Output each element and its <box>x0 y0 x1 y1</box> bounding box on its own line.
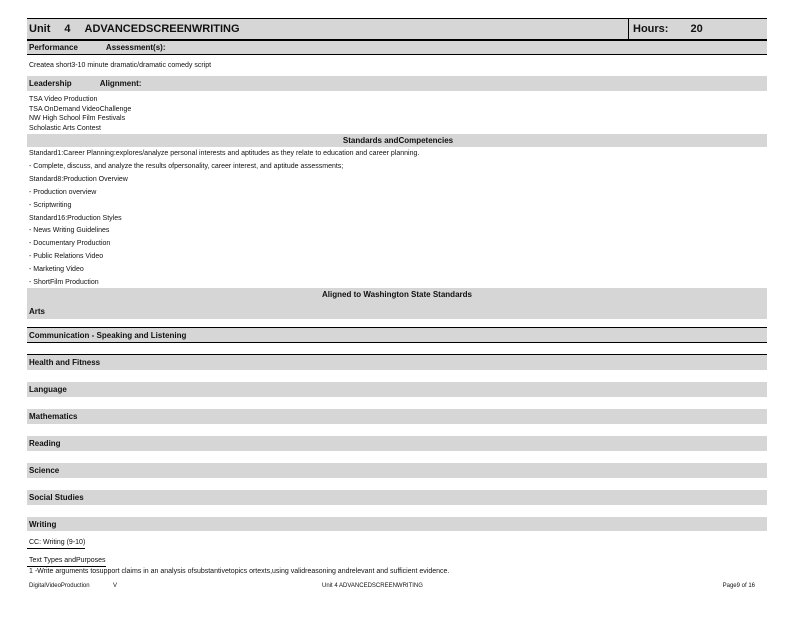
communication-header: Communication - Speaking and Listening <box>27 327 767 343</box>
hours-value: 20 <box>690 23 703 35</box>
standards-line: - ShortFilm Production <box>29 279 99 287</box>
document-page <box>27 18 767 577</box>
leadership-line: TSA Video Production <box>29 96 98 103</box>
standards-line: Standard1:Career Planning:explores/analyze personal interests and aptitudes as they relate to education and career planning. <box>29 150 420 157</box>
health-header: Health and Fitness <box>27 354 767 370</box>
leadership-line: NW High School Film Festivals <box>29 115 126 122</box>
leadership-label: Leadership <box>29 79 72 88</box>
social-studies-header: Social Studies <box>27 490 767 505</box>
alignment-label: Alignment: <box>99 79 142 88</box>
writing-item: 1 -Write arguments tosupport claims in an analysis ofsubstantivetopics ortexts,using validreasoning andrelevant and sufficient evidence. <box>29 568 450 575</box>
standards-line: - News Writing Guidelines <box>29 227 110 235</box>
cc-writing-label: CC: Writing (9-10) <box>27 538 85 549</box>
unit-label: Unit <box>29 23 51 35</box>
unit-number: 4 <box>64 23 71 35</box>
leadership-line: Scholastic Arts Contest <box>29 124 101 132</box>
standards-line: - Complete, discuss, and analyze the results ofpersonality, career interest, and aptitude assessments; <box>29 162 344 170</box>
standards-line: - Marketing Video <box>29 266 84 274</box>
reading-header: Reading <box>27 436 767 451</box>
unit-title-cell <box>27 19 628 39</box>
performance-header <box>27 40 767 54</box>
footer-unit: Unit 4 ADVANCEDSCREENWRITING <box>322 583 423 589</box>
hours-label: Hours: <box>633 23 669 35</box>
hours-cell <box>628 19 767 39</box>
text-types-label: Text Types andPurposes <box>27 556 106 567</box>
science-header: Science <box>27 463 767 478</box>
standards-line: Standard8:Production Overview <box>29 175 128 183</box>
footer-version: V <box>113 583 118 589</box>
leadership-header <box>27 76 767 91</box>
standards-line: - Documentary Production <box>29 240 111 248</box>
arts-label: Arts <box>29 307 46 316</box>
footer-course: DigitalVideoProduction <box>29 583 90 589</box>
writing-header: Writing <box>27 517 767 531</box>
standards-line: Standard16:Production Styles <box>29 214 122 222</box>
unit-header <box>27 18 767 40</box>
mathematics-header: Mathematics <box>27 409 767 424</box>
standards-header: Standards andCompetencies <box>27 134 767 147</box>
assessment-label: Assessment(s): <box>105 43 166 52</box>
language-header: Language <box>27 382 767 397</box>
standards-line: - Production overview <box>29 188 97 196</box>
standards-line: - Scriptwriting <box>29 201 72 209</box>
leadership-line: TSA OnDemand VideoChallenge <box>29 105 132 113</box>
performance-label: Performance <box>29 43 78 52</box>
aligned-header <box>27 288 767 319</box>
unit-title: ADVANCEDSCREENWRITING <box>84 23 240 35</box>
aligned-title: Aligned to Washington State Standards <box>322 290 472 299</box>
leadership-list <box>27 91 767 134</box>
standards-line: - Public Relations Video <box>29 253 104 261</box>
page-footer <box>27 583 767 593</box>
performance-text: Createa short3-10 minute dramatic/dramatic comedy script <box>27 54 767 76</box>
footer-page: Page9 of 16 <box>722 583 755 589</box>
standards-list <box>27 147 767 288</box>
